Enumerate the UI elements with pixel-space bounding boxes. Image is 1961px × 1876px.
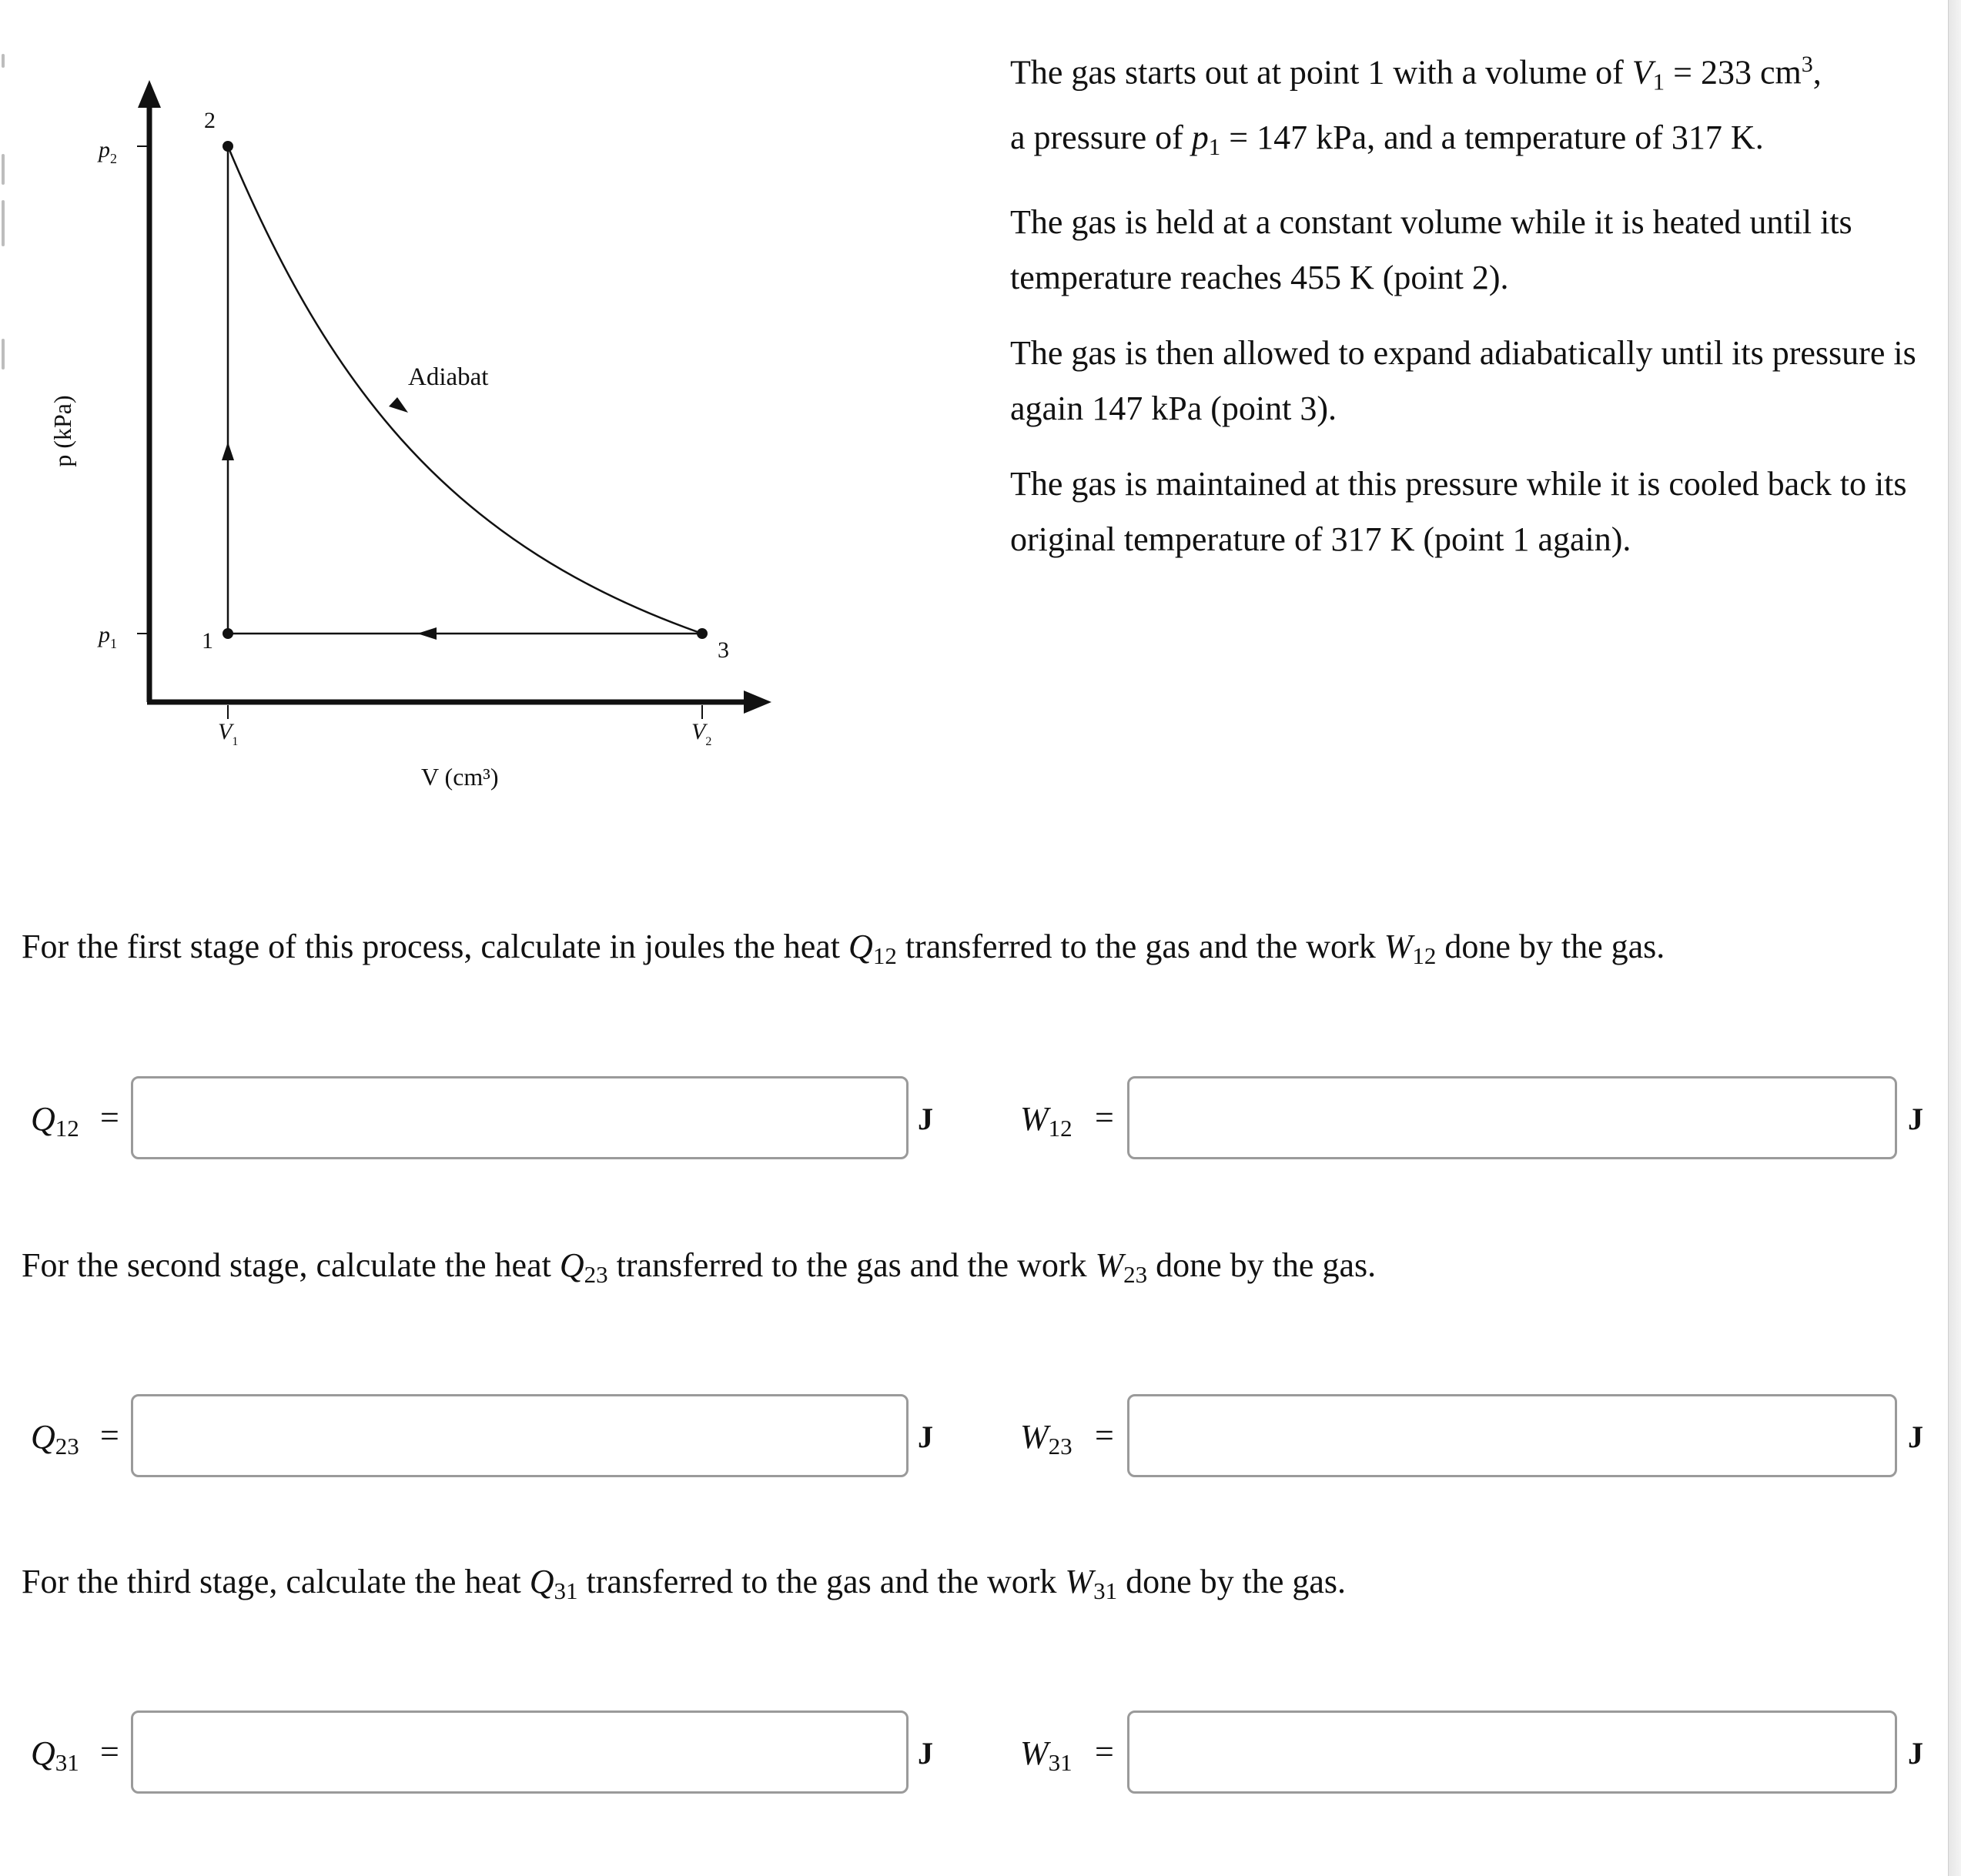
q12-equals: = [100, 1099, 119, 1136]
problem-statement [1010, 37, 1942, 587]
q31-label: $Q_{31}$ [31, 1734, 79, 1776]
q23-label: $Q_{23}$ [31, 1418, 79, 1460]
p1-axis-label: $p_1$ [99, 622, 117, 651]
w12-input[interactable] [1127, 1076, 1897, 1159]
w23-equals: = [1095, 1416, 1114, 1454]
q23-input[interactable] [131, 1394, 909, 1477]
p2-axis-label: $p_2$ [99, 137, 117, 166]
stage-1-answers [0, 1076, 1948, 1165]
w12-unit: J [1908, 1102, 1923, 1136]
q31-equals: = [100, 1733, 119, 1771]
adiabat-label: Adiabat [408, 363, 489, 391]
v1-axis-label: $V_1$ [218, 719, 239, 748]
w12-label: $W_{12}$ [1020, 1100, 1073, 1142]
intro-paragraph-2: The gas is held at a constant volume while it is heated until its temperature reaches 455 K (point 2). [1010, 202, 1852, 296]
y-axis-arrow [138, 80, 161, 108]
intro-paragraph-4: The gas is maintained at this pressure while it is cooled back to its original temperature of 317 K (point 1 again). [1010, 464, 1907, 558]
intro-paragraph-3: The gas is then allowed to expand adiabatically until its pressure is again 147 kPa (point 3). [1010, 333, 1916, 427]
point-2-label: 2 [204, 108, 216, 133]
point-3-label: 3 [718, 637, 729, 663]
point-1-label: 1 [202, 628, 213, 654]
y-axis-title: p (kPa) [49, 395, 76, 467]
stage-2-prompt: For the second stage, calculate the heat $Q_{23}$ transferred to the gas and the work $W_{23}$ done by the gas. [22, 1246, 1377, 1288]
adiabat-arrow [389, 397, 408, 413]
w23-unit: J [1908, 1420, 1923, 1454]
x-axis-title: V (cm³) [421, 763, 499, 791]
point-1-marker [223, 628, 233, 639]
point-3-marker [697, 628, 708, 639]
q23-unit: J [918, 1420, 933, 1454]
w31-unit: J [1908, 1736, 1923, 1771]
stage-3-answers [0, 1710, 1948, 1800]
stage-3-prompt: For the third stage, calculate the heat $Q_{31}$ transferred to the gas and the work $W_{31}$ done by the gas. [22, 1563, 1347, 1604]
w23-label: $W_{23}$ [1020, 1418, 1073, 1460]
v2-axis-label: $V_2$ [691, 719, 712, 748]
w31-label: $W_{31}$ [1020, 1734, 1073, 1776]
isochoric-arrow [222, 442, 234, 460]
intro-paragraph-1: The gas starts out at point 1 with a volume of $V_1 = 233$ $cm^3$, a pressure of $p_1 = 147$ kPa, and a temperature of 317 K. [1010, 52, 1822, 160]
point-2-marker [223, 141, 233, 152]
w23-input[interactable] [1127, 1394, 1897, 1477]
isobaric-arrow [417, 627, 437, 640]
stage-2-answers [0, 1394, 1948, 1483]
w12-equals: = [1095, 1099, 1114, 1136]
q31-input[interactable] [131, 1710, 909, 1794]
pv-diagram [38, 69, 778, 808]
w31-input[interactable] [1127, 1710, 1897, 1794]
left-window-edge [0, 0, 8, 1876]
w31-equals: = [1095, 1733, 1114, 1771]
q12-label: $Q_{12}$ [31, 1100, 79, 1142]
q12-unit: J [918, 1102, 933, 1136]
x-axis-arrow [744, 691, 771, 714]
vertical-scrollbar[interactable] [1948, 0, 1961, 1876]
q12-input[interactable] [131, 1076, 909, 1159]
q31-unit: J [918, 1736, 933, 1771]
stage-1-prompt: For the first stage of this process, calculate in joules the heat $Q_{12}$ transferred to the gas and the work $W_{12}$ done by the gas. [22, 928, 1665, 969]
q23-equals: = [100, 1416, 119, 1454]
